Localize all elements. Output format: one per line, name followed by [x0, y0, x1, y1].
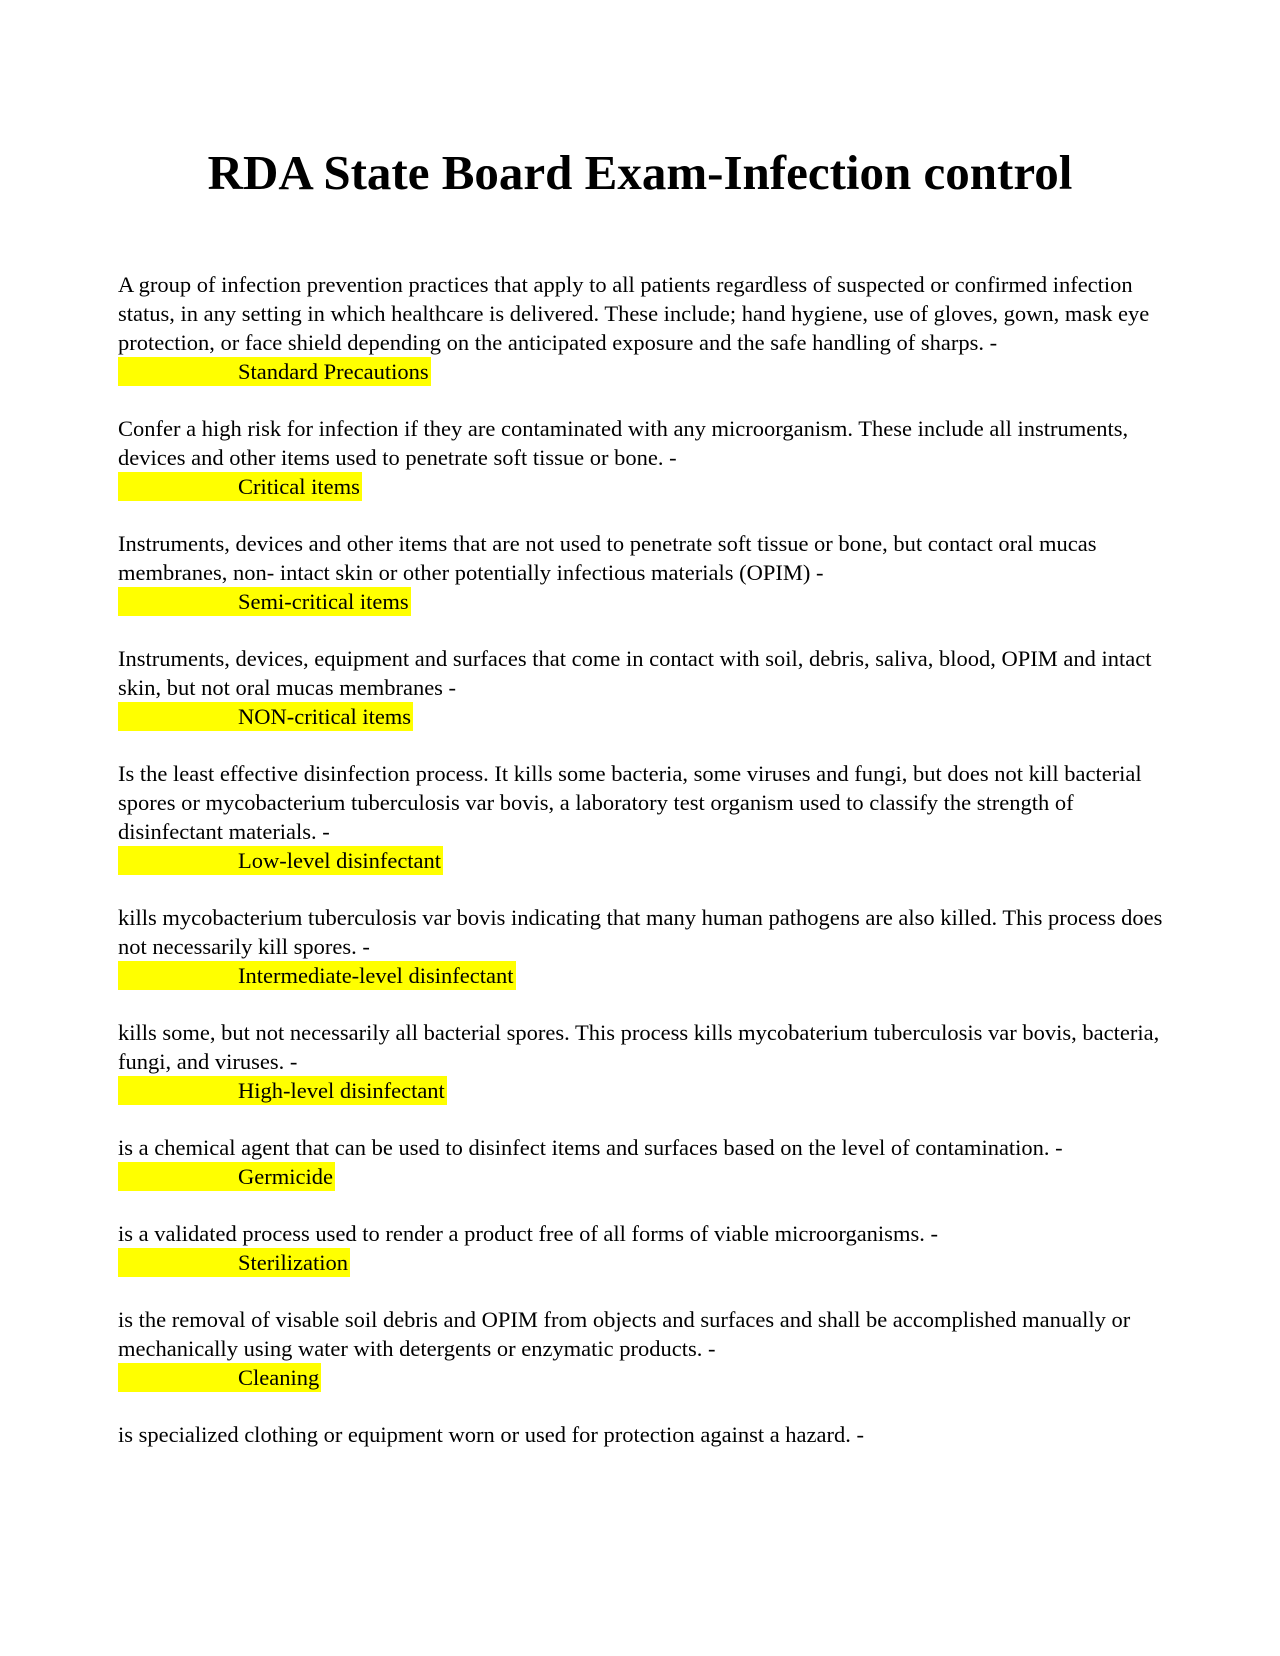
flashcard-answer-line [118, 961, 1168, 990]
flashcard-answer-line [118, 702, 1168, 731]
flashcard-answer-line [118, 1363, 1168, 1392]
flashcard-entry [118, 903, 1168, 990]
flashcard-entry [118, 1219, 1168, 1277]
flashcard-answer: Critical items [118, 472, 362, 501]
flashcard-answer: Intermediate-level disinfectant [118, 961, 516, 990]
flashcard-question: A group of infection prevention practices that apply to all patients regardless of suspected or confirmed infection status, in any setting in which healthcare is delivered. These include; hand hygiene, use of gloves, gown, mask eye protection, or face shield depending on the anticipated exposure and the safe handling of sharps. - [118, 272, 1150, 355]
flashcard-answer: Sterilization [118, 1248, 350, 1277]
flashcard-entry [118, 270, 1168, 386]
flashcard-question: is a chemical agent that can be used to disinfect items and surfaces based on the level of contamination. - [118, 1135, 1063, 1160]
flashcard-answer: Semi-critical items [118, 587, 411, 616]
flashcard-entry [118, 1420, 1168, 1449]
flashcard-answer: NON-critical items [118, 702, 413, 731]
flashcard-question: is the removal of visable soil debris and OPIM from objects and surfaces and shall be accomplished manually or mechanically using water with detergents or enzymatic products. - [118, 1307, 1131, 1361]
flashcard-answer: High-level disinfectant [118, 1076, 447, 1105]
flashcard-question: is specialized clothing or equipment worn or used for protection against a hazard. - [118, 1422, 865, 1447]
flashcard-answer-line [118, 1248, 1168, 1277]
flashcard-entry [118, 644, 1168, 731]
flashcard-question: is a validated process used to render a product free of all forms of viable microorganisms. - [118, 1221, 938, 1246]
flashcard-entry [118, 529, 1168, 616]
flashcard-answer: Low-level disinfectant [118, 846, 443, 875]
flashcard-question: Instruments, devices, equipment and surfaces that come in contact with soil, debris, saliva, blood, OPIM and intact skin, but not oral mucas membranes - [118, 646, 1152, 700]
flashcard-question: Confer a high risk for infection if they are contaminated with any microorganism. These include all instruments, devices and other items used to penetrate soft tissue or bone. - [118, 416, 1129, 470]
flashcard-answer-line [118, 1162, 1168, 1191]
flashcard-answer-line [118, 846, 1168, 875]
flashcard-question: kills some, but not necessarily all bacterial spores. This process kills mycobaterium tuberculosis var bovis, bacteria, fungi, and viruses. - [118, 1020, 1160, 1074]
flashcard-entry [118, 1305, 1168, 1392]
flashcard-answer: Standard Precautions [118, 357, 431, 386]
flashcard-question: Is the least effective disinfection process. It kills some bacteria, some viruses and fungi, but does not kill bacterial spores or mycobacterium tuberculosis var bovis, a laboratory test organism used to classify the strength of disinfectant materials. - [118, 761, 1142, 844]
flashcard-answer-line [118, 587, 1168, 616]
flashcard-entry [118, 1133, 1168, 1191]
flashcard-entry [118, 759, 1168, 875]
flashcard-question: kills mycobacterium tuberculosis var bovis indicating that many human pathogens are also killed. This process does not necessarily kill spores. - [118, 905, 1163, 959]
flashcard-entry [118, 414, 1168, 501]
flashcard-answer-line [118, 357, 1168, 386]
document-title: RDA State Board Exam-Infection control [207, 145, 1073, 200]
flashcard-entry [118, 1018, 1168, 1105]
flashcard-question: Instruments, devices and other items that are not used to penetrate soft tissue or bone, but contact oral mucas membranes, non- intact skin or other potentially infectious materials (OPIM) - [118, 531, 1097, 585]
flashcard-answer: Cleaning [118, 1363, 321, 1392]
flashcard-answer-line [118, 1076, 1168, 1105]
flashcard-list [118, 270, 1168, 1477]
flashcard-answer: Germicide [118, 1162, 335, 1191]
flashcard-answer-line [118, 472, 1168, 501]
